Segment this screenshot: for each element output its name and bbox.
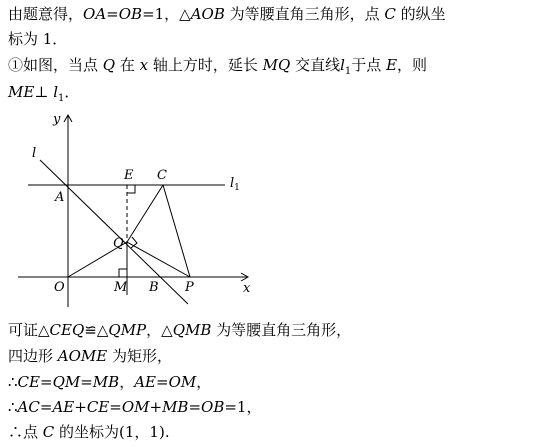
therefore-symbol: ∴	[8, 398, 18, 416]
text-line-1	[8, 4, 446, 24]
math-var: Q	[102, 56, 116, 74]
segment-CP	[163, 185, 190, 277]
text: 四边形	[8, 347, 58, 365]
text: 为等腰直角三角形，点	[224, 5, 385, 23]
right-angle-mark-E	[127, 185, 135, 193]
math-var: C	[42, 423, 55, 441]
math-var: C	[384, 5, 396, 23]
text-line-8	[8, 397, 261, 417]
text: +	[74, 398, 87, 416]
math-var: QMP	[108, 321, 147, 339]
math-var: AOB	[190, 5, 225, 23]
label-P: P	[185, 280, 194, 295]
math-var: AE	[52, 398, 75, 416]
text: ，△	[146, 321, 173, 339]
text: 在	[115, 56, 140, 74]
text: 由题意得，	[8, 5, 84, 23]
subscript: 1	[344, 66, 352, 77]
label-B: B	[149, 280, 159, 295]
label-C: C	[157, 168, 167, 183]
math-var: MB	[92, 373, 120, 391]
text-line-9	[8, 422, 170, 442]
math-var: OB	[118, 5, 143, 23]
text: =	[80, 373, 93, 391]
label-y: y	[53, 112, 61, 127]
therefore-symbol: ∴	[8, 373, 18, 391]
math-var: CEQ	[49, 321, 85, 339]
math-var: AOME	[57, 347, 108, 365]
math-var: OB	[201, 398, 225, 416]
math-var: OM	[121, 398, 150, 416]
label-l: l	[32, 146, 37, 161]
math-var: ME	[8, 83, 35, 101]
text-line-5	[8, 320, 351, 340]
math-var: QM	[52, 373, 81, 391]
text: ．	[64, 83, 80, 101]
math-var: MB	[162, 398, 189, 416]
segment-QC	[127, 185, 163, 242]
text: ，	[119, 373, 135, 391]
label-Q: Q	[113, 236, 124, 251]
text: 轴上方时，延长	[148, 56, 263, 74]
text: =	[109, 398, 122, 416]
text-line-3	[8, 55, 427, 82]
label-A: A	[55, 190, 65, 205]
math-var: x	[139, 56, 149, 74]
math-var: AE	[134, 373, 156, 391]
text-line-2	[8, 29, 67, 49]
text: ①如图，当点	[8, 56, 103, 74]
math-var: E	[386, 56, 398, 74]
math-var: OM	[168, 373, 197, 391]
text-line-6	[8, 346, 172, 366]
label-x: x	[243, 281, 251, 296]
text: =	[39, 373, 53, 391]
label-E: E	[124, 168, 134, 183]
math-var: CE	[86, 398, 110, 416]
text: =1，△	[142, 5, 191, 23]
right-angle-mark-M	[119, 269, 127, 277]
text: 的纵坐	[395, 5, 446, 23]
text: 为矩形，	[107, 347, 173, 365]
math-var: QMB	[172, 321, 212, 339]
text: =1，	[224, 398, 262, 416]
text: 为等腰直角三角形，	[211, 321, 352, 339]
math-var: AC	[17, 398, 40, 416]
text-line-7	[8, 372, 211, 392]
label-O: O	[54, 280, 65, 295]
text: 标为 1．	[8, 30, 68, 48]
text: +	[149, 398, 163, 416]
label-M: M	[114, 280, 128, 295]
text: 可证△	[8, 321, 50, 339]
text: =	[188, 398, 202, 416]
text: ∴点	[8, 423, 43, 441]
text: ，则	[397, 56, 428, 74]
text: ≌△	[84, 321, 109, 339]
text: 交直线	[290, 56, 341, 74]
text: =	[39, 398, 53, 416]
label-l1: $l_1$	[230, 176, 240, 193]
math-var: CE	[17, 373, 40, 391]
text: ，	[196, 373, 212, 391]
math-var: MQ	[262, 56, 291, 74]
text: =	[156, 373, 169, 391]
math-var: l	[53, 83, 58, 101]
geometry-figure	[0, 105, 270, 320]
text: 于点	[351, 56, 387, 74]
text: ⊥	[34, 83, 54, 101]
math-var: OA	[83, 5, 107, 23]
math-var: l	[340, 56, 345, 74]
text: =	[106, 5, 119, 23]
subscript: 1	[58, 93, 65, 104]
text: 的坐标为(1，1).	[54, 423, 170, 441]
segment-QP	[127, 242, 190, 277]
